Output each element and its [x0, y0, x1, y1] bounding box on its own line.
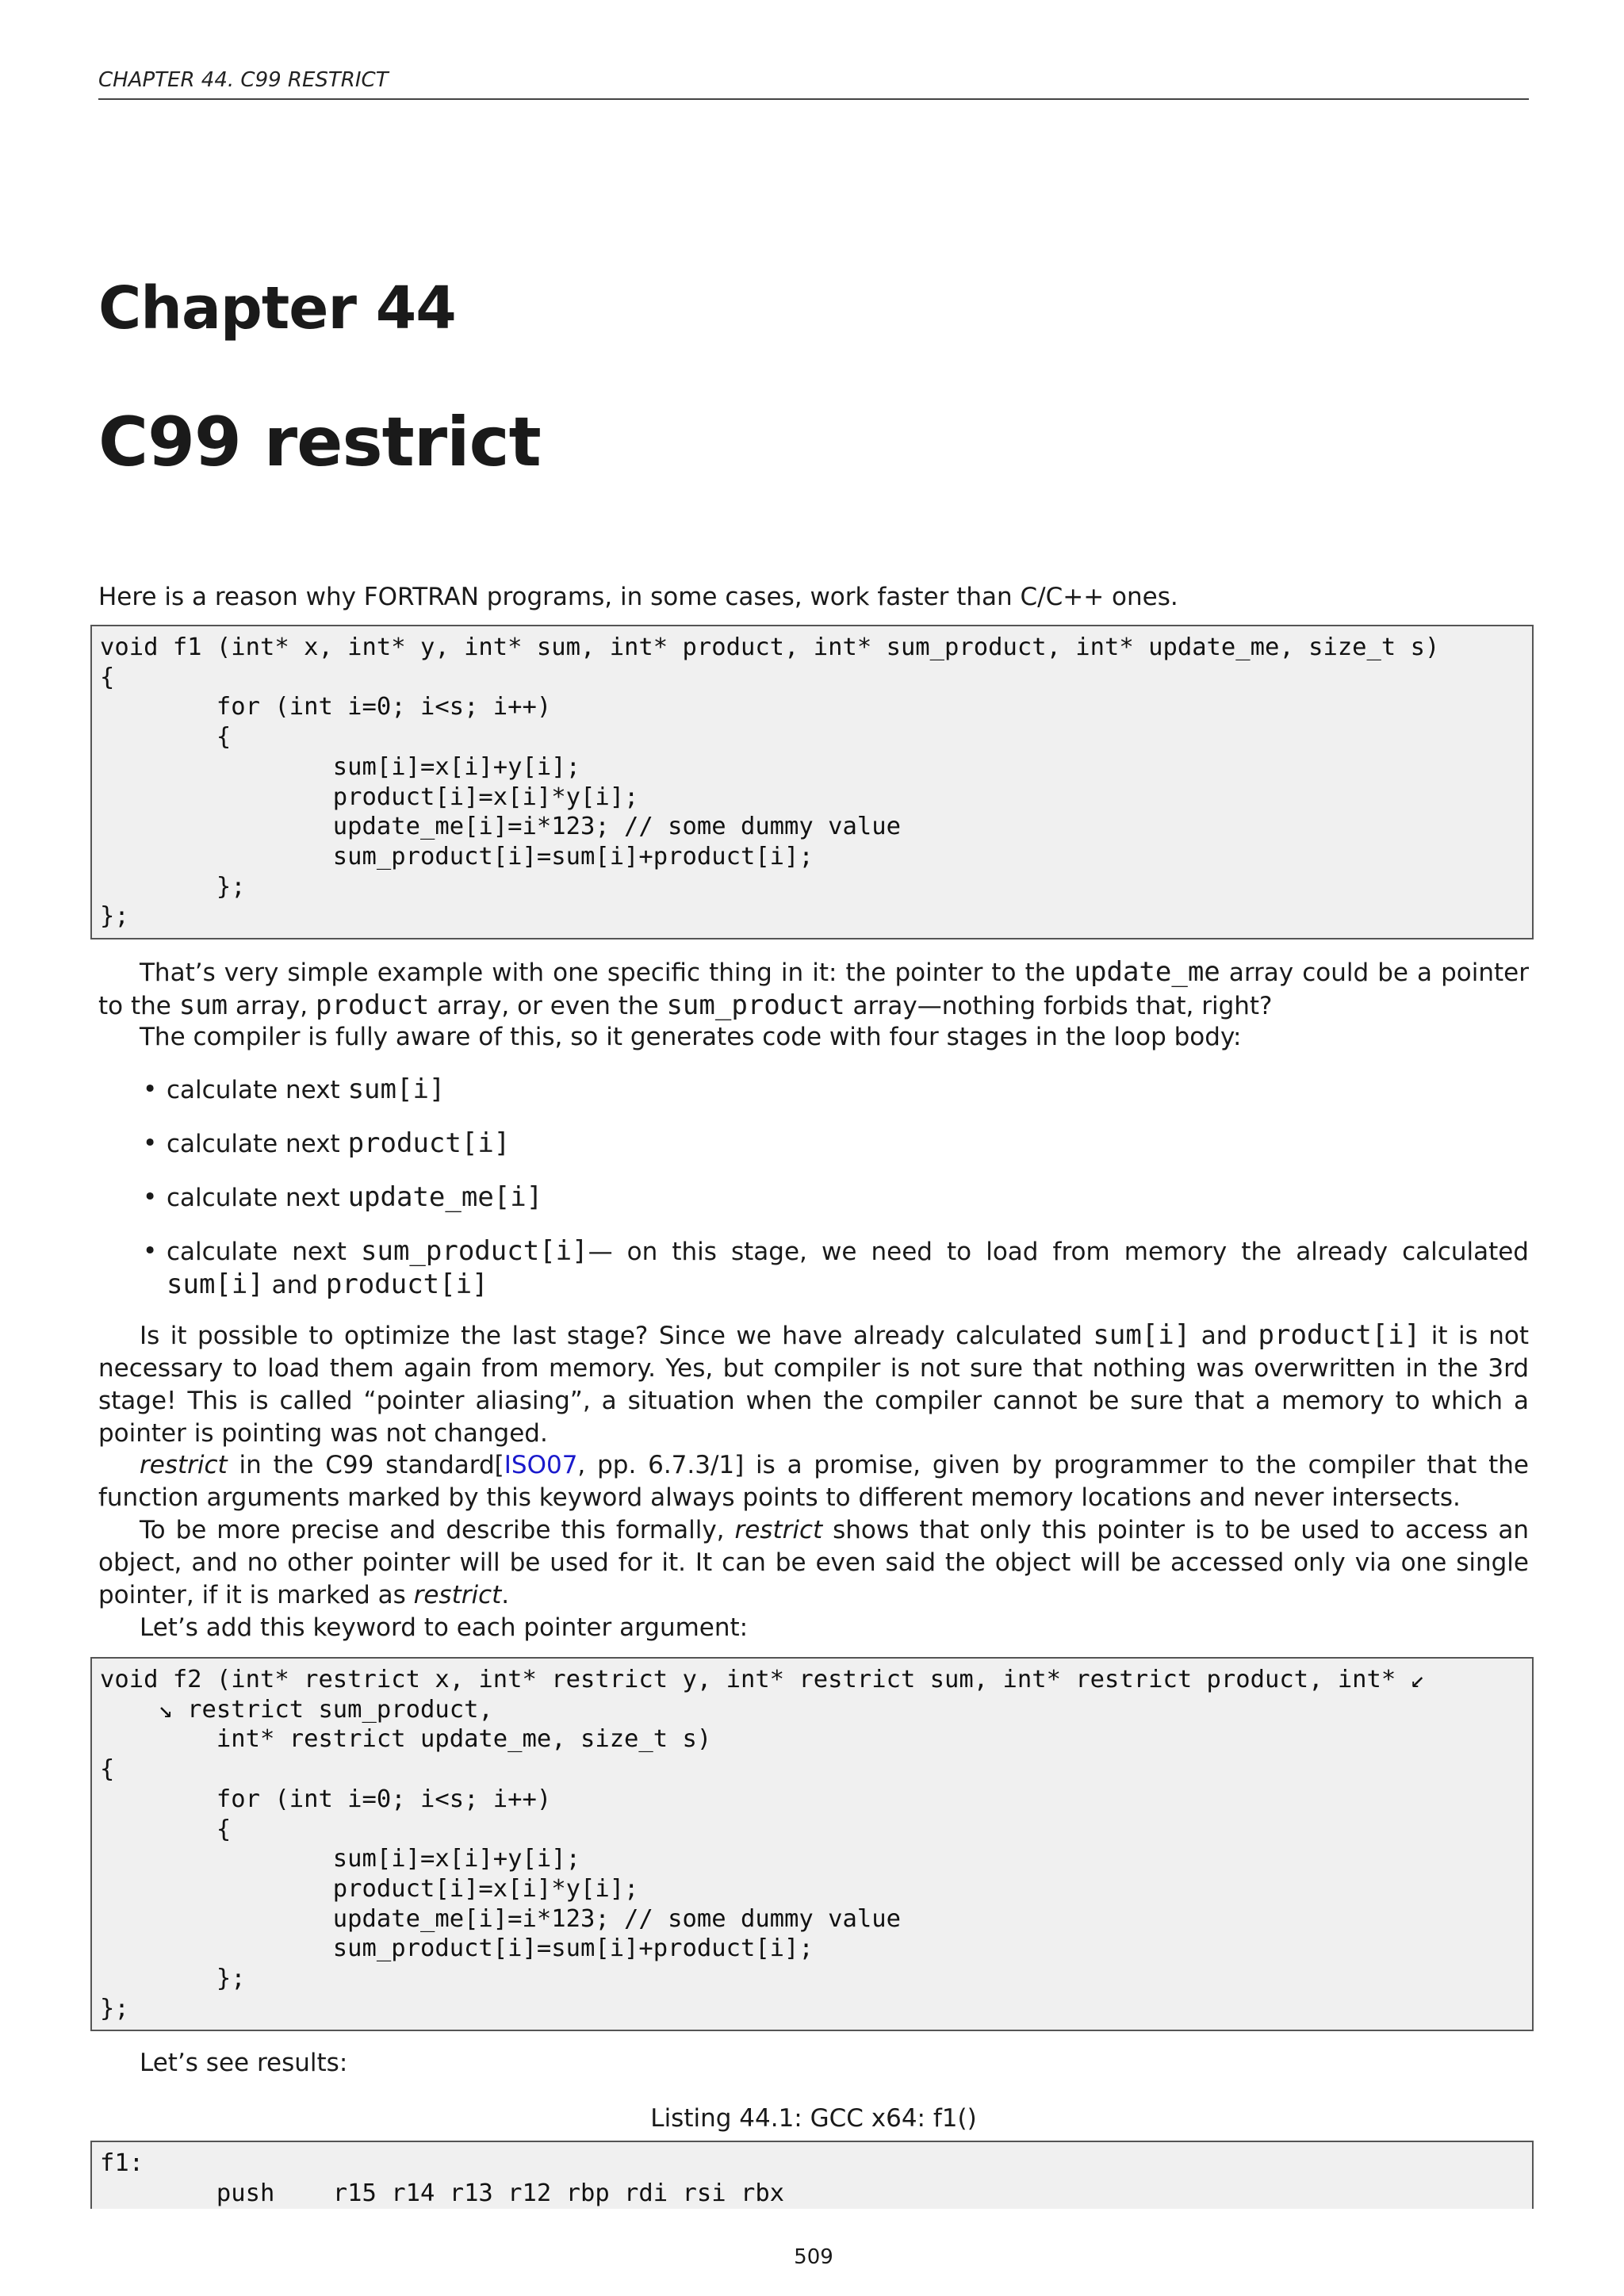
code-text: void f2 (int* restrict x, int* restrict y, int* restrict sum, int* restrict product, int* ↙ ↘ restrict sum_product, int* restrict update_me, size_t s) { for (int i=0; i<s; i++) { sum[i]=x[i]+y[i]; product[i]=x[i]*y[i]; update_me[i]=i*123; // some dummy value sum_product[i]=sum[i]+product[i]; }; }; — [100, 1666, 1425, 2022]
code-listing-gcc-f1 — [90, 2141, 1534, 2209]
inline-code: update_me — [1074, 956, 1220, 988]
paragraph-pointer-aliasing: Is it possible to optimize the last stage? Since we have already calculated sum[i] and product[i] it is not necessary to load them again from memory. Yes, but compiler is not sure that nothing was overwritten in the 3rd stage! This is called “pointer aliasing”, a situation when the compiler cannot be sure that a memory to which a pointer is pointing was not changed. — [98, 1319, 1529, 1448]
list-item: • calculate next product[i] — [98, 1127, 1529, 1161]
paragraph-see-results: Let’s see results: — [140, 2049, 348, 2077]
intro-paragraph: Here is a reason why FORTRAN programs, in some cases, work faster than C/C++ ones. — [98, 583, 1178, 611]
paragraph-restrict-formal: To be more precise and describe this formally, restrict shows that only this pointer is to be used to access an object, and no other pointer will be used for it. It can be even said the object will be accessed only via one single pointer, if it is marked as restrict. — [98, 1516, 1529, 1609]
list-item: • calculate next update_me[i] — [98, 1181, 1529, 1215]
chapter-title: C99 restrict — [98, 403, 541, 482]
list-item: • calculate next sum[i] — [98, 1073, 1529, 1107]
stage-list — [98, 1073, 1529, 1322]
document-page — [98, 0, 1529, 2296]
code-listing-f2 — [90, 1657, 1534, 2031]
paragraph-restrict-definition: restrict in the C99 standard[ISO07, pp. 6.7.3/1] is a promise, given by programmer to the compiler that the function arguments marked by this keyword always points to different memory locations and never intersects. — [98, 1451, 1529, 1512]
listing-caption: Listing 44.1: GCC x64: f1() — [650, 2104, 977, 2133]
code-text: void f1 (int* x, int* y, int* sum, int* product, int* sum_product, int* update_me, size_t s) { for (int i=0; i<s; i++) { sum[i]=x[i]+y[i]; product[i]=x[i]*y[i]; update_me[i]=i*123; // some dummy value sum_product[i]=sum[i]+product[i]; }; }; — [100, 633, 1440, 931]
code-listing-f1 — [90, 625, 1534, 939]
paragraph-aliasing-intro: That’s very simple example with one specific thing in it: the pointer to the update_me array could be a pointer to the sum array, product array, or even the sum_product array—nothing forbids that, right? — [98, 956, 1529, 1021]
inline-code: sum_product — [666, 989, 845, 1021]
list-item: • calculate next sum_product[i]— on this stage, we need to load from memory the already calculated sum[i] and product[i] — [98, 1235, 1529, 1302]
code-text: f1: push r15 r14 r13 r12 rbp rdi rsi rbx — [100, 2149, 785, 2207]
chapter-label: Chapter 44 — [98, 274, 456, 342]
running-header: CHAPTER 44. C99 RESTRICT — [98, 68, 1529, 100]
inline-code: product — [316, 989, 430, 1021]
paragraph-four-stages: The compiler is fully aware of this, so it generates code with four stages in the loop body: — [140, 1023, 1242, 1051]
paragraph-add-keyword: Let’s add this keyword to each pointer argument: — [140, 1613, 749, 1642]
citation-link-iso07[interactable]: ISO07 — [504, 1451, 578, 1479]
page-number: 509 — [794, 2245, 833, 2269]
inline-code: sum — [178, 989, 228, 1021]
